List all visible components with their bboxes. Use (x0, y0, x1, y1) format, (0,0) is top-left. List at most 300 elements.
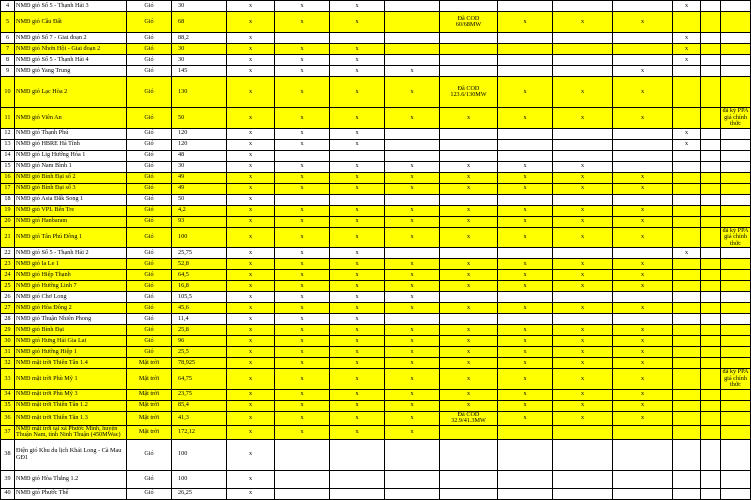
status-mark-cell: x (330, 172, 385, 183)
status-mark-cell (498, 139, 553, 150)
status-mark-cell: x (613, 205, 673, 216)
status-mark-cell: x (330, 205, 385, 216)
status-mark-cell (701, 12, 721, 33)
note-cell (721, 77, 751, 108)
status-mark-cell: x (227, 150, 275, 161)
energy-type-cell: Gió (127, 488, 172, 499)
status-mark-cell: x (227, 470, 275, 488)
status-mark-cell: x (385, 205, 440, 216)
project-name-cell: NMĐ gió HBRE Hà Tĩnh (15, 139, 127, 150)
status-mark-cell: x (440, 325, 498, 336)
status-mark-cell (701, 369, 721, 390)
status-mark-cell: x (275, 325, 330, 336)
table-row (1, 108, 751, 129)
status-mark-cell: x (498, 336, 553, 347)
row-number-cell: 32 (1, 358, 15, 369)
project-name-cell: NMĐ gió Bình Đại (15, 325, 127, 336)
status-mark-cell: x (613, 270, 673, 281)
energy-type-cell: Gió (127, 172, 172, 183)
row-number-cell: 14 (1, 150, 15, 161)
status-mark-cell: x (553, 77, 613, 108)
status-mark-cell: x (440, 347, 498, 358)
status-mark-cell (673, 161, 701, 172)
status-mark-cell (440, 470, 498, 488)
energy-type-cell: Gió (127, 259, 172, 270)
status-mark-cell: x (330, 44, 385, 55)
status-mark-cell: x (275, 369, 330, 390)
status-mark-cell (701, 216, 721, 227)
status-mark-cell: x (498, 161, 553, 172)
status-mark-cell: x (227, 259, 275, 270)
status-mark-cell (701, 292, 721, 303)
status-mark-cell: x (553, 172, 613, 183)
note-cell (721, 488, 751, 499)
project-name-cell: NMĐ gió Hưng Hải Gia Lai (15, 336, 127, 347)
status-mark-cell: x (227, 358, 275, 369)
status-mark-cell: x (275, 314, 330, 325)
status-mark-cell (701, 488, 721, 499)
status-mark-cell (673, 411, 701, 425)
row-number-cell: 8 (1, 55, 15, 66)
note-cell (721, 139, 751, 150)
status-mark-cell: x (440, 400, 498, 411)
table-row (1, 44, 751, 55)
energy-type-cell: Gió (127, 325, 172, 336)
status-mark-cell: x (498, 303, 553, 314)
status-mark-cell: x (275, 303, 330, 314)
status-mark-cell (701, 33, 721, 44)
status-mark-cell: x (613, 259, 673, 270)
note-cell (721, 259, 751, 270)
status-mark-cell: x (385, 358, 440, 369)
capacity-cell: 130 (172, 77, 227, 108)
project-name-cell: NMĐ gió Yang Trung (15, 66, 127, 77)
energy-type-cell: Gió (127, 66, 172, 77)
status-mark-cell (440, 194, 498, 205)
row-number-cell: 12 (1, 128, 15, 139)
note-cell (721, 161, 751, 172)
status-mark-cell (498, 488, 553, 499)
note-cell (721, 439, 751, 470)
status-mark-cell: x (227, 227, 275, 248)
note-cell (721, 400, 751, 411)
status-mark-cell: x (440, 172, 498, 183)
project-name-cell: NMĐ gió Phước Thể (15, 488, 127, 499)
status-mark-cell (553, 1, 613, 12)
row-number-cell: 26 (1, 292, 15, 303)
status-mark-cell: x (440, 389, 498, 400)
capacity-cell: 30 (172, 55, 227, 66)
status-mark-cell (613, 128, 673, 139)
status-mark-cell (701, 358, 721, 369)
status-mark-cell (701, 425, 721, 439)
status-mark-cell: x (440, 270, 498, 281)
capacity-cell: 100 (172, 439, 227, 470)
status-mark-cell: x (440, 205, 498, 216)
status-mark-cell: x (275, 389, 330, 400)
row-number-cell: 5 (1, 12, 15, 33)
status-mark-cell: x (275, 400, 330, 411)
status-mark-cell: x (553, 161, 613, 172)
status-mark-cell (673, 314, 701, 325)
capacity-cell: 23,75 (172, 389, 227, 400)
status-mark-cell (673, 369, 701, 390)
energy-type-cell: Gió (127, 303, 172, 314)
table-row (1, 227, 751, 248)
status-mark-cell (498, 128, 553, 139)
note-cell (721, 44, 751, 55)
project-name-cell: NMĐ gió Nam Bình 1 (15, 161, 127, 172)
status-mark-cell (673, 400, 701, 411)
note-cell (721, 248, 751, 259)
status-mark-cell (498, 150, 553, 161)
table-row (1, 150, 751, 161)
status-mark-cell (613, 33, 673, 44)
status-mark-cell: x (275, 270, 330, 281)
status-mark-cell: x (275, 292, 330, 303)
status-mark-cell: x (330, 347, 385, 358)
status-mark-cell: x (275, 55, 330, 66)
table-row (1, 77, 751, 108)
status-mark-cell: x (227, 314, 275, 325)
status-mark-cell: x (275, 128, 330, 139)
status-mark-cell: x (275, 66, 330, 77)
status-mark-cell: x (553, 411, 613, 425)
table-row (1, 12, 751, 33)
table-row (1, 400, 751, 411)
status-mark-cell (385, 128, 440, 139)
capacity-cell: 26,25 (172, 488, 227, 499)
status-mark-cell: x (227, 44, 275, 55)
status-mark-cell: x (385, 270, 440, 281)
status-mark-cell: x (498, 216, 553, 227)
status-mark-cell: x (227, 183, 275, 194)
status-mark-cell: x (385, 183, 440, 194)
status-mark-cell (553, 194, 613, 205)
project-name-cell: NMĐ gió Hanbaram (15, 216, 127, 227)
energy-type-cell: Gió (127, 139, 172, 150)
status-mark-cell: x (330, 139, 385, 150)
status-mark-cell (613, 55, 673, 66)
status-mark-cell (275, 33, 330, 44)
project-name-cell: NMĐ gió Viên An (15, 108, 127, 129)
note-cell (721, 205, 751, 216)
status-mark-cell (673, 205, 701, 216)
project-name-cell: NMĐ gió Số 5 - Thạnh Hải 4 (15, 55, 127, 66)
note-cell (721, 33, 751, 44)
status-mark-cell: x (385, 77, 440, 108)
row-number-cell: 30 (1, 336, 15, 347)
status-mark-cell (673, 425, 701, 439)
status-mark-cell: x (385, 389, 440, 400)
row-number-cell: 40 (1, 488, 15, 499)
status-mark-cell: x (553, 336, 613, 347)
energy-type-cell: Gió (127, 248, 172, 259)
status-mark-cell: x (385, 347, 440, 358)
energy-type-cell: Gió (127, 161, 172, 172)
table-row (1, 314, 751, 325)
capacity-cell: 49 (172, 172, 227, 183)
status-mark-cell: x (385, 292, 440, 303)
status-mark-cell: x (498, 347, 553, 358)
status-mark-cell (701, 248, 721, 259)
energy-type-cell: Gió (127, 216, 172, 227)
note-cell (721, 194, 751, 205)
status-mark-cell (701, 270, 721, 281)
energy-type-cell: Gió (127, 1, 172, 12)
status-mark-cell: x (498, 400, 553, 411)
project-name-cell: NMĐ gió Bình Đại số 2 (15, 172, 127, 183)
row-number-cell: 17 (1, 183, 15, 194)
capacity-cell: 25,8 (172, 325, 227, 336)
status-mark-cell: x (275, 336, 330, 347)
status-mark-cell: x (275, 77, 330, 108)
status-mark-cell: x (613, 216, 673, 227)
project-name-cell: NMĐ gió Nhơn Hội - Giai đoạn 2 (15, 44, 127, 55)
note-cell (721, 325, 751, 336)
status-mark-cell (553, 439, 613, 470)
status-mark-cell (275, 488, 330, 499)
note-cell: đã ký PPA giá chính thức (721, 369, 751, 390)
status-mark-cell: x (553, 281, 613, 292)
note-cell (721, 281, 751, 292)
capacity-cell: 68 (172, 12, 227, 33)
status-mark-cell: x (498, 108, 553, 129)
status-mark-cell: x (227, 488, 275, 499)
status-mark-cell: x (385, 425, 440, 439)
status-mark-cell: x (275, 44, 330, 55)
note-cell (721, 183, 751, 194)
status-mark-cell (673, 325, 701, 336)
table-row (1, 139, 751, 150)
row-number-cell: 10 (1, 77, 15, 108)
project-name-cell: NMĐ mặt trời Thiên Tân 1.3 (15, 411, 127, 425)
status-mark-cell: x (330, 227, 385, 248)
status-mark-cell: x (275, 205, 330, 216)
status-mark-cell (613, 150, 673, 161)
status-mark-cell: x (227, 55, 275, 66)
status-mark-cell: x (440, 108, 498, 129)
status-mark-cell (440, 44, 498, 55)
table-row (1, 248, 751, 259)
status-mark-cell (553, 292, 613, 303)
project-name-cell: NMĐ gió Chơ Long (15, 292, 127, 303)
capacity-cell: 4,2 (172, 205, 227, 216)
capacity-cell: 41,3 (172, 411, 227, 425)
note-cell (721, 270, 751, 281)
row-number-cell: 37 (1, 425, 15, 439)
status-mark-cell: x (385, 411, 440, 425)
status-mark-cell (498, 248, 553, 259)
status-mark-cell (701, 77, 721, 108)
status-mark-cell: x (613, 325, 673, 336)
status-mark-cell (275, 439, 330, 470)
status-mark-cell: x (440, 183, 498, 194)
status-mark-cell: x (330, 325, 385, 336)
status-mark-cell (673, 194, 701, 205)
status-mark-cell (701, 336, 721, 347)
status-mark-cell (673, 259, 701, 270)
status-mark-cell: x (227, 77, 275, 108)
status-mark-cell (613, 488, 673, 499)
status-mark-cell (701, 205, 721, 216)
status-mark-cell: x (330, 12, 385, 33)
status-mark-cell: x (275, 183, 330, 194)
row-number-cell: 19 (1, 205, 15, 216)
capacity-cell: 105,5 (172, 292, 227, 303)
capacity-cell: 96 (172, 336, 227, 347)
status-mark-cell (701, 66, 721, 77)
capacity-cell: 25,5 (172, 347, 227, 358)
status-mark-cell: x (227, 400, 275, 411)
capacity-cell: 48 (172, 150, 227, 161)
status-mark-cell: x (385, 172, 440, 183)
project-name-cell: NMĐ gió Số 5 - Thạnh Hải 3 (15, 1, 127, 12)
table-row (1, 303, 751, 314)
status-mark-cell: x (498, 205, 553, 216)
project-name-cell: NMĐ gió Lig Hướng Hóa 1 (15, 150, 127, 161)
status-mark-cell: x (553, 325, 613, 336)
energy-type-cell: Gió (127, 347, 172, 358)
note-cell (721, 150, 751, 161)
status-mark-cell (553, 44, 613, 55)
status-mark-cell (553, 425, 613, 439)
status-mark-cell: x (498, 358, 553, 369)
project-name-cell: NMĐ gió Hướng Hiệp 1 (15, 347, 127, 358)
status-mark-cell (613, 1, 673, 12)
status-mark-cell (440, 128, 498, 139)
status-mark-cell (673, 270, 701, 281)
row-number-cell: 18 (1, 194, 15, 205)
table-row (1, 216, 751, 227)
status-mark-cell: x (227, 172, 275, 183)
project-name-cell: NMĐ gió Tân Phú Đông 1 (15, 227, 127, 248)
status-mark-cell: x (613, 369, 673, 390)
status-mark-cell: x (385, 108, 440, 129)
table-row (1, 55, 751, 66)
status-mark-cell (673, 183, 701, 194)
status-mark-cell (701, 172, 721, 183)
capacity-cell: 25,75 (172, 248, 227, 259)
status-mark-cell (701, 347, 721, 358)
status-mark-cell: x (227, 1, 275, 12)
status-mark-cell: x (227, 270, 275, 281)
status-mark-cell: x (275, 139, 330, 150)
status-mark-cell (613, 470, 673, 488)
project-name-cell: NMĐ gió Thạnh Phú (15, 128, 127, 139)
status-mark-cell: Đã COD 60/68MW (440, 12, 498, 33)
table-row (1, 488, 751, 499)
note-cell (721, 303, 751, 314)
status-mark-cell: x (385, 227, 440, 248)
row-number-cell: 21 (1, 227, 15, 248)
row-number-cell: 9 (1, 66, 15, 77)
status-mark-cell: x (275, 281, 330, 292)
status-mark-cell: x (275, 259, 330, 270)
capacity-cell: 172,12 (172, 425, 227, 439)
status-mark-cell (498, 292, 553, 303)
status-mark-cell: x (227, 336, 275, 347)
row-number-cell: 35 (1, 400, 15, 411)
table-row (1, 128, 751, 139)
status-mark-cell: x (330, 369, 385, 390)
status-mark-cell: x (498, 227, 553, 248)
status-mark-cell: x (613, 77, 673, 108)
capacity-cell: 30 (172, 161, 227, 172)
project-name-cell: Điện gió Khu du lịch Khải Long - Cà Mau GĐ1 (15, 439, 127, 470)
status-mark-cell (673, 281, 701, 292)
energy-type-cell: Mặt trời (127, 358, 172, 369)
capacity-cell: 16,8 (172, 281, 227, 292)
capacity-cell: 78,925 (172, 358, 227, 369)
status-mark-cell (701, 303, 721, 314)
status-mark-cell: x (553, 205, 613, 216)
status-mark-cell (701, 411, 721, 425)
status-mark-cell: x (673, 128, 701, 139)
capacity-cell: 145 (172, 66, 227, 77)
status-mark-cell (440, 1, 498, 12)
status-mark-cell (673, 216, 701, 227)
note-cell (721, 292, 751, 303)
status-mark-cell (440, 439, 498, 470)
row-number-cell: 7 (1, 44, 15, 55)
status-mark-cell: x (385, 400, 440, 411)
row-number-cell: 27 (1, 303, 15, 314)
row-number-cell: 4 (1, 1, 15, 12)
capacity-cell: 50 (172, 194, 227, 205)
status-mark-cell: x (275, 425, 330, 439)
status-mark-cell: x (613, 108, 673, 129)
status-mark-cell (673, 358, 701, 369)
status-mark-cell (440, 66, 498, 77)
note-cell (721, 347, 751, 358)
row-number-cell: 31 (1, 347, 15, 358)
status-mark-cell: x (275, 358, 330, 369)
status-mark-cell: x (385, 259, 440, 270)
table-row (1, 425, 751, 439)
status-mark-cell: x (440, 161, 498, 172)
status-mark-cell: x (613, 281, 673, 292)
status-mark-cell (498, 55, 553, 66)
capacity-cell: 64,5 (172, 270, 227, 281)
status-mark-cell: x (275, 12, 330, 33)
status-mark-cell: x (330, 358, 385, 369)
row-number-cell: 25 (1, 281, 15, 292)
status-mark-cell (701, 281, 721, 292)
energy-type-cell: Gió (127, 314, 172, 325)
status-mark-cell (613, 194, 673, 205)
status-mark-cell: x (553, 347, 613, 358)
status-mark-cell (275, 150, 330, 161)
energy-type-cell: Gió (127, 108, 172, 129)
status-mark-cell: x (275, 216, 330, 227)
status-mark-cell (330, 33, 385, 44)
capacity-cell: 100 (172, 227, 227, 248)
status-mark-cell: x (498, 389, 553, 400)
row-number-cell: 20 (1, 216, 15, 227)
table-row (1, 389, 751, 400)
status-mark-cell (701, 161, 721, 172)
table-row (1, 33, 751, 44)
status-mark-cell (701, 139, 721, 150)
status-mark-cell (385, 314, 440, 325)
energy-type-cell: Gió (127, 194, 172, 205)
status-mark-cell (385, 44, 440, 55)
status-mark-cell: x (673, 139, 701, 150)
status-mark-cell (701, 259, 721, 270)
status-mark-cell: x (330, 314, 385, 325)
status-mark-cell (701, 439, 721, 470)
